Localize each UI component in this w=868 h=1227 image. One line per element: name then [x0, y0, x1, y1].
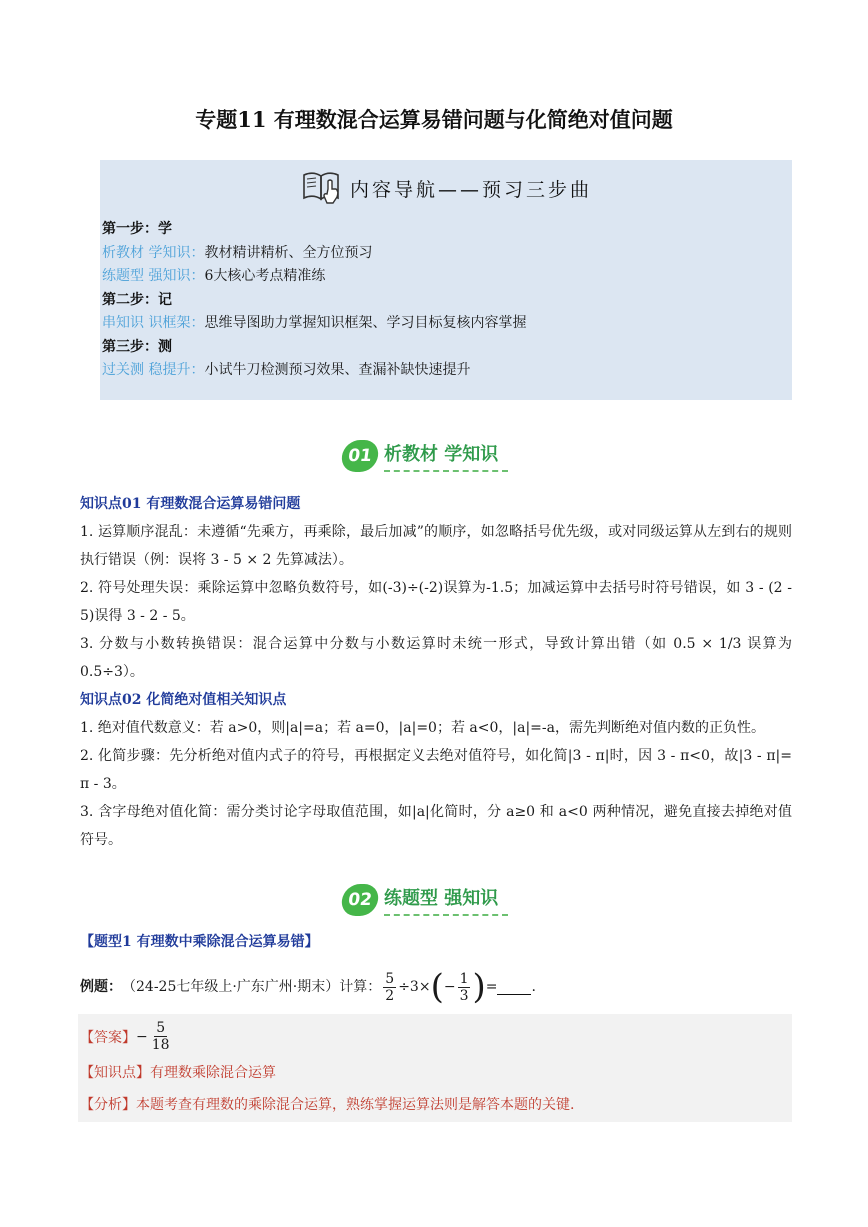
analysis-text: 本题考查有理数的乘除混合运算，熟练掌握运算法则是解答本题的关键.: [136, 1097, 575, 1113]
nav-item-text: 教材精讲精析、全方位预习: [204, 244, 373, 261]
knowledge-section: [80, 490, 792, 854]
knowledge-point-2-para-3: 3. 含字母绝对值化简：需分类讨论字母取值范围，如|a|化简时，分 a≥0 和 a<0 两种情况，避免直接去掉绝对值符号。: [80, 804, 792, 848]
period: .: [531, 979, 536, 995]
nav-item-study: [102, 242, 526, 266]
nav-header-text: 内容导航——预习三步曲: [349, 178, 592, 201]
nav-lines: [102, 218, 526, 383]
nav-item-text: 思维导图助力掌握知识框架、学习目标复核内容掌握: [204, 315, 527, 331]
section-label: 练题型 强知识: [384, 884, 508, 916]
answer-label: 【答案】: [80, 1029, 136, 1046]
knowledge-point-1-title: 知识点01 有理数混合运算易错问题: [80, 496, 301, 512]
operator: ÷3×: [398, 979, 431, 995]
nav-item-framework: [102, 312, 526, 336]
question-type-title: 【题型1 有理数中乘除混合运算易错】: [80, 934, 319, 950]
example-source: （24-25七年级上·广东广州·期末）计算：: [122, 979, 382, 995]
example-label: 例题：: [80, 979, 122, 995]
nav-step-3: 第三步：测: [102, 338, 172, 355]
nav-item-label: 串知识 识框架：: [102, 315, 205, 331]
nav-item-practice: [102, 265, 526, 289]
page-title: 专题11 有理数混合运算易错问题与化简绝对值问题: [195, 107, 673, 132]
nav-item-label: 练题型 强知识：: [102, 268, 205, 284]
knowledge-point-1-para-1: 1. 运算顺序混乱：未遵循“先乘方，再乘除，最后加减”的顺序，如忽略括号优先级，或对同级运算从左到右的规则执行错误（例：误将 3 - 5 × 2 先算减法）。: [80, 524, 792, 568]
nav-item-label: 过关测 稳提升：: [102, 362, 205, 378]
answer-box: [78, 1014, 792, 1122]
equals-sign: =: [485, 979, 498, 995]
right-paren: ): [472, 967, 486, 1007]
answer-fraction: $\frac{5}{18}$: [151, 1020, 170, 1053]
knowledge-point-line: [80, 1062, 276, 1082]
nav-step-2: 第二步：记: [102, 291, 172, 308]
knowledge-point-text: 有理数乘除混合运算: [150, 1065, 276, 1081]
knowledge-point-label: 【知识点】: [80, 1065, 150, 1081]
nav-header: [100, 168, 792, 208]
nav-item-text: 小试牛刀检测预习效果、查漏补缺快速提升: [204, 362, 471, 378]
fraction: $\frac{1}{3}$: [459, 970, 469, 1004]
section-badge-02: [342, 882, 508, 918]
knowledge-point-2-title: 知识点02 化简绝对值相关知识点: [80, 692, 287, 708]
knowledge-point-1-para-2: 2. 符号处理失误：乘除运算中忽略负数符号，如(-3)÷(-2)误算为-1.5；加减运算中去括号时符号错误，如 3 - (2 - 5)误得 3 - 2 - 5。: [80, 580, 792, 624]
section-number: 02: [340, 884, 380, 916]
knowledge-point-1-para-3: 3. 分数与小数转换错误：混合运算中分数与小数运算时未统一形式，导致计算出错（如 0.5 × 1/3 误算为 0.5÷3）。: [80, 636, 792, 680]
book-pointer-icon: [300, 167, 344, 209]
section-badge-01: [342, 438, 508, 474]
analysis-line: [80, 1094, 574, 1114]
nav-item-text: 6大核心考点精准练: [204, 268, 326, 284]
answer-sign: −: [136, 1028, 148, 1045]
minus-sign: −: [443, 979, 456, 995]
knowledge-point-2-para-2: 2. 化简步骤：先分析绝对值内式子的符号，再根据定义去绝对值符号，如化简|3 - π|时，因 3 - π<0，故|3 - π|= π - 3。: [80, 748, 792, 792]
answer-line: [80, 1020, 174, 1053]
fraction: $\frac{5}{2}$: [385, 970, 395, 1004]
nav-item-test: [102, 359, 526, 383]
section-label: 析教材 学知识: [384, 440, 508, 472]
left-paren: (: [430, 967, 444, 1007]
answer-blank: [497, 980, 531, 995]
section-number: 01: [340, 440, 380, 472]
analysis-label: 【分析】: [80, 1097, 136, 1113]
nav-step-1: 第一步：学: [102, 221, 172, 237]
nav-item-label: 析教材 学知识：: [102, 244, 205, 261]
content-navigation-box: [100, 160, 792, 400]
example-question: [80, 967, 792, 1007]
question-type-1: [80, 928, 792, 1007]
knowledge-point-2-para-1: 1. 绝对值代数意义：若 a>0，则|a|=a；若 a=0，|a|=0；若 a<0，|a|=-a，需先判断绝对值内数的正负性。: [80, 720, 765, 736]
